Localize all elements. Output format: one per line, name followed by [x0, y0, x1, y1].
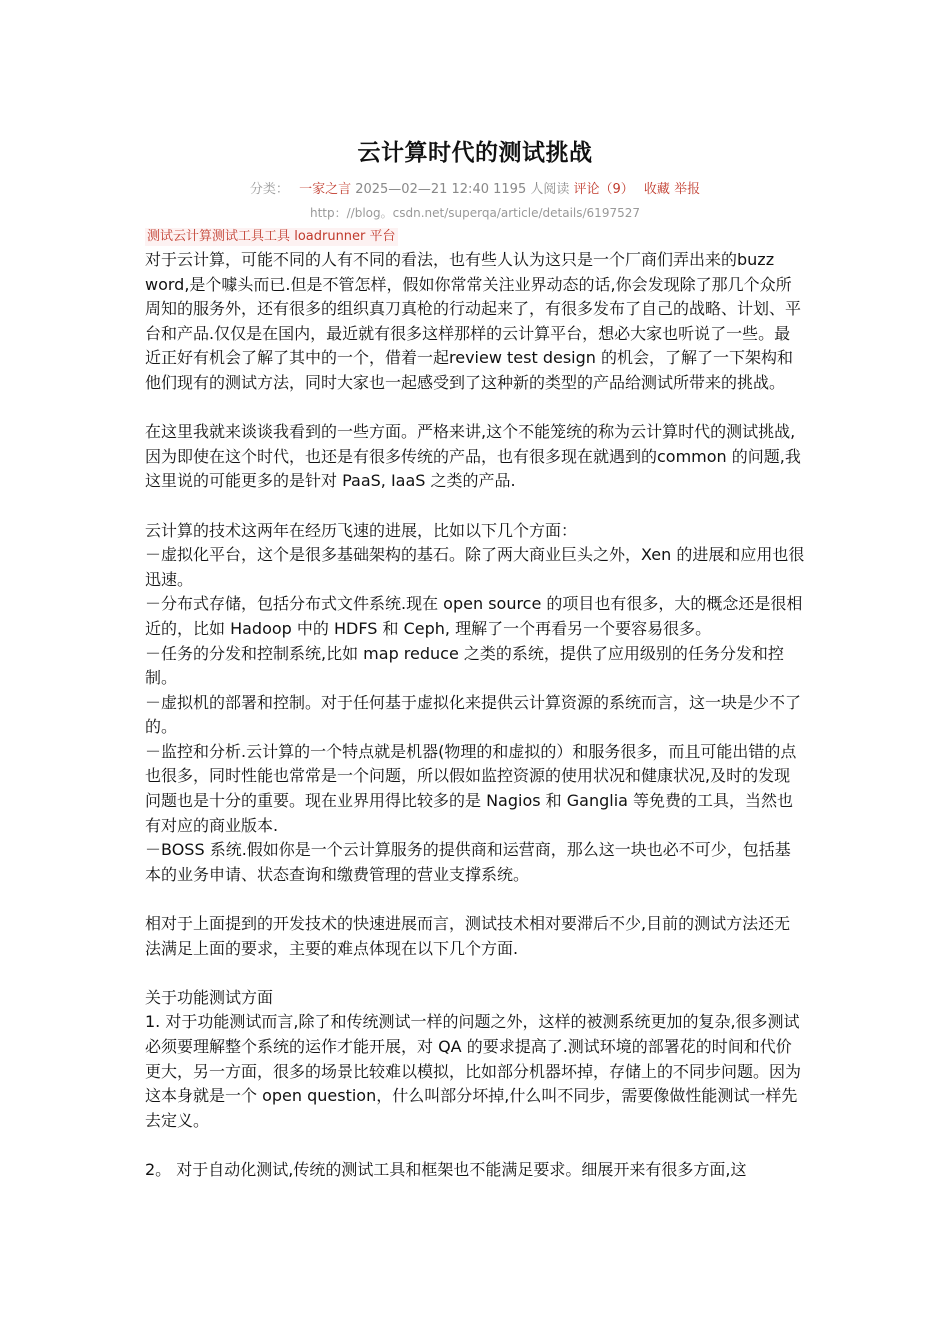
read-count: 1195 人阅读 — [493, 182, 570, 197]
category-label: 分类： — [249, 182, 289, 197]
page-title: 云计算时代的测试挑战 — [357, 140, 593, 166]
article-meta — [145, 178, 805, 197]
paragraph: 2。 对于自动化测试,传统的测试工具和框架也不能满足要求。细展开来有很多方面,这 — [145, 1159, 747, 1179]
list-item: －虚拟机的部署和控制。对于任何基于虚拟化来提供云计算资源的系统而言，这一块是少不了的。 — [145, 692, 802, 737]
section-heading: 关于功能测试方面 — [145, 987, 274, 1007]
paragraph-spacer — [145, 1133, 805, 1158]
list-item: －监控和分析.云计算的一个特点就是机器(物理的和虚拟的）和服务很多，而且可能出错的点也很多，同时性能也常常是一个问题，所以假如监控资源的使用状况和健康状况,及时的发现问题也是十分的重要。现在业界用得比较多的是 Nagios 和 Ganglia 等免费的工具，当然也有对应的商业版本. — [145, 741, 797, 835]
tag-list — [145, 228, 398, 246]
paragraph: 相对于上面提到的开发技术的快速进展而言，测试技术相对要滞后不少,目前的测试方法还无法满足上面的要求，主要的难点体现在以下几个方面. — [145, 914, 791, 958]
tag-item[interactable]: 测试工具 — [212, 229, 265, 244]
tag-item[interactable]: 测试 — [147, 229, 174, 244]
tag-item[interactable]: loadrunner — [294, 229, 366, 244]
favorite-link[interactable]: 收藏 — [643, 182, 670, 197]
category-link[interactable]: 一家之言 — [299, 182, 352, 197]
paragraph: 在这里我就来谈谈我看到的一些方面。严格来讲,这个不能笼统的称为云计算时代的测试挑战,因为即使在这个时代，也还是有很多传统的产品，也有很多现在就遇到的common 的问题,我这里说的可能更多的是针对 PaaS, IaaS 之类的产品. — [145, 422, 801, 491]
tag-item[interactable]: 平台 — [369, 229, 396, 244]
tag-item[interactable]: 工具 — [264, 229, 291, 244]
paragraph: 对于云计算，可能不同的人有不同的看法，也有些人认为这只是一个厂商们弄出来的buzz word,是个噱头而已.但是不管怎样，假如你常常关注业界动态的话,你会发现除了那几个众所周知的服务外，还有很多的组织真刀真枪的行动起来了，有很多发布了自己的战略、计划、平台和产品.仅仅是在国内，最近就有很多这样那样的云计算平台，想必大家也听说了一些。最近正好有机会了解了其中的一个，借着一起review test design 的机会，了解了一下架构和他们现有的测试方法，同时大家也一起感受到了这种新的类型的产品给测试所带来的挑战。 — [145, 250, 802, 392]
comments-link[interactable]: 评论（9） — [573, 182, 634, 197]
report-link[interactable]: 举报 — [674, 182, 701, 197]
paragraph-spacer — [145, 494, 805, 519]
paragraph-spacer — [145, 961, 805, 986]
paragraph: 云计算的技术这两年在经历飞速的进展，比如以下几个方面： — [145, 520, 578, 540]
list-item: －任务的分发和控制系统,比如 map reduce 之类的系统，提供了应用级别的任务分发和控制。 — [145, 643, 784, 688]
list-item: －虚拟化平台，这个是很多基础架构的基石。除了两大商业巨头之外，Xen 的进展和应用也很迅速。 — [145, 545, 805, 589]
paragraph-spacer — [145, 887, 805, 912]
tag-item[interactable]: 云计算 — [173, 229, 213, 244]
article-body — [145, 248, 805, 1183]
list-item: －BOSS 系统.假如你是一个云计算服务的提供商和运营商，那么这一块也必不可少，包括基本的业务申请、状态查询和缴费管理的营业支撑系统。 — [145, 840, 791, 884]
paragraph-spacer — [145, 396, 805, 421]
paragraph: 1. 对于功能测试而言,除了和传统测试一样的问题之外，这样的被测系统更加的复杂,很多测试必须要理解整个系统的运作才能开展，对 QA 的要求提高了.测试环境的部署花的时间和代价更大，另一方面，很多的场景比较难以模拟，比如部分机器坏掉，存储上的不同步问题。因为这本身就是一个 open question，什么叫部分坏掉,什么叫不同步，需要像做性能测试一样先去定义。 — [145, 1012, 802, 1130]
publish-date: 2025—02—21 12:40 — [355, 182, 489, 197]
article-url[interactable]: http：//blog。csdn.net/superqa/article/details/6197527 — [310, 206, 640, 220]
list-item: －分布式存储，包括分布式文件系统.现在 open source 的项目也有很多，大的概念还是很相近的，比如 Hadoop 中的 HDFS 和 Ceph, 理解了一个再看另一个要容易很多。 — [145, 594, 803, 638]
